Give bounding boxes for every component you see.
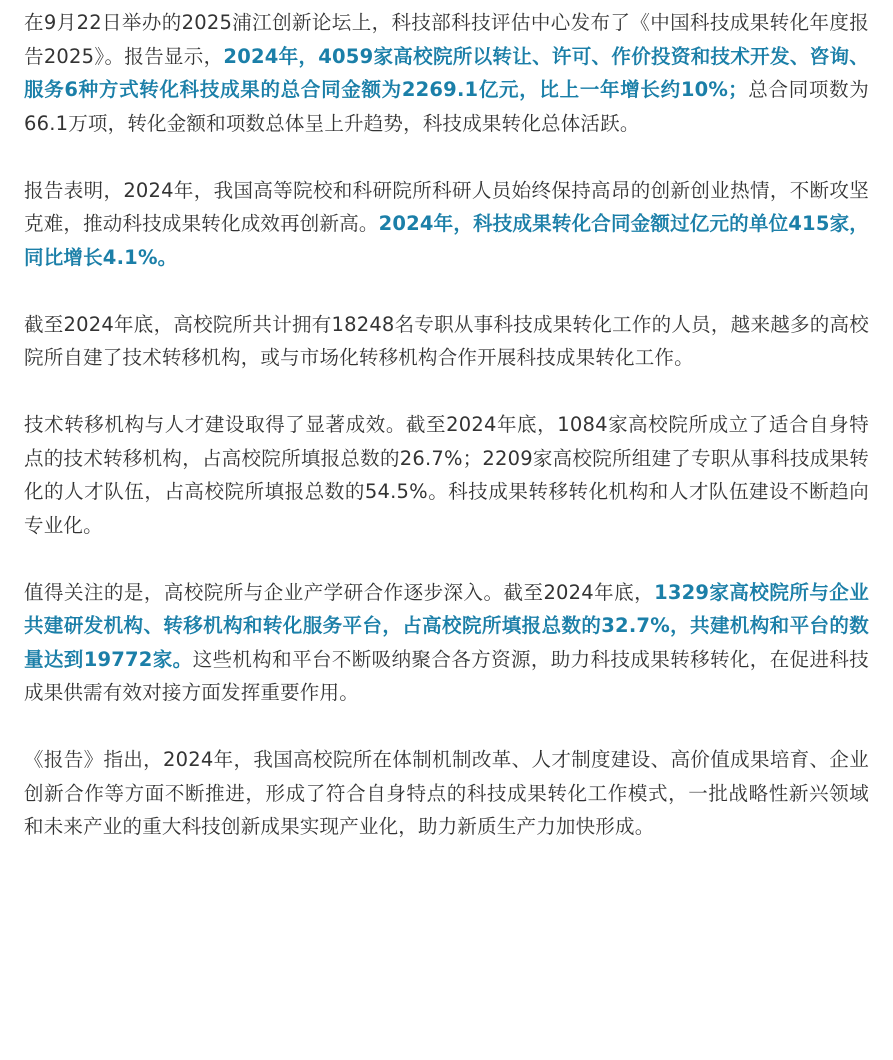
highlight-segment: 2024年，科技成果转化合同金额过亿元的单位415家，同比增长4.1%。 (24, 212, 869, 269)
paragraph-personnel (24, 308, 869, 375)
paragraph-report-conclusion (24, 743, 869, 844)
article-body (24, 6, 869, 844)
paragraph-report-findings (24, 174, 869, 275)
text-segment: 总合同项数为66.1万项，转化金额和项数总体呈上升趋势，科技成果转化总体活跃。 (24, 78, 869, 135)
text-segment: 这些机构和平台不断吸纳聚合各方资源，助力科技成果转移转化，在促进科技成果供需有效对接方面发挥重要作用。 (24, 647, 869, 704)
text-segment: 《报告》指出，2024年，我国高校院所在体制机制改革、人才制度建设、高价值成果培育、企业创新合作等方面不断推进，形成了符合自身特点的科技成果转化工作模式，一批战略性新兴领域和未来产业的重大科技创新成果实现产业化，助力新质生产力加快形成。 (24, 748, 869, 838)
highlight-segment: 1329家高校院所与企业共建研发机构、转移机构和转化服务平台，占高校院所填报总数的32.7%，共建机构和平台的数量达到19772家。 (24, 580, 869, 671)
text-segment: 值得关注的是，高校院所与企业产学研合作逐步深入。截至2024年底， (24, 580, 655, 604)
text-segment: 截至2024年底，高校院所共计拥有18248名专职从事科技成果转化工作的人员，越来越多的高校院所自建了技术转移机构，或与市场化转移机构合作开展科技成果转化工作。 (24, 312, 869, 369)
paragraph-transfer-institutions (24, 408, 869, 542)
text-segment: 在9月22日举办的2025浦江创新论坛上，科技部科技评估中心发布了《中国科技成果转化年度报告2025》。报告显示， (24, 11, 869, 68)
text-segment: 报告表明，2024年，我国高等院校和科研院所科研人员始终保持高昂的创新创业热情，不断攻坚克难，推动科技成果转化成效再创新高。 (24, 178, 869, 235)
highlight-segment: 2024年，4059家高校院所以转让、许可、作价投资和技术开发、咨询、服务6种方式转化科技成果的总合同金额为2269.1亿元，比上一年增长约10%； (24, 44, 870, 101)
paragraph-industry-cooperation (24, 576, 869, 710)
paragraph-forum-report (24, 6, 869, 140)
text-segment: 技术转移机构与人才建设取得了显著成效。截至2024年底，1084家高校院所成立了适合自身特点的技术转移机构，占高校院所填报总数的26.7%；2209家高校院所组建了专职从事科技成果转化的人才队伍，占高校院所填报总数的54.5%。科技成果转移转化机构和人才队伍建设不断趋向专业化。 (24, 413, 869, 537)
